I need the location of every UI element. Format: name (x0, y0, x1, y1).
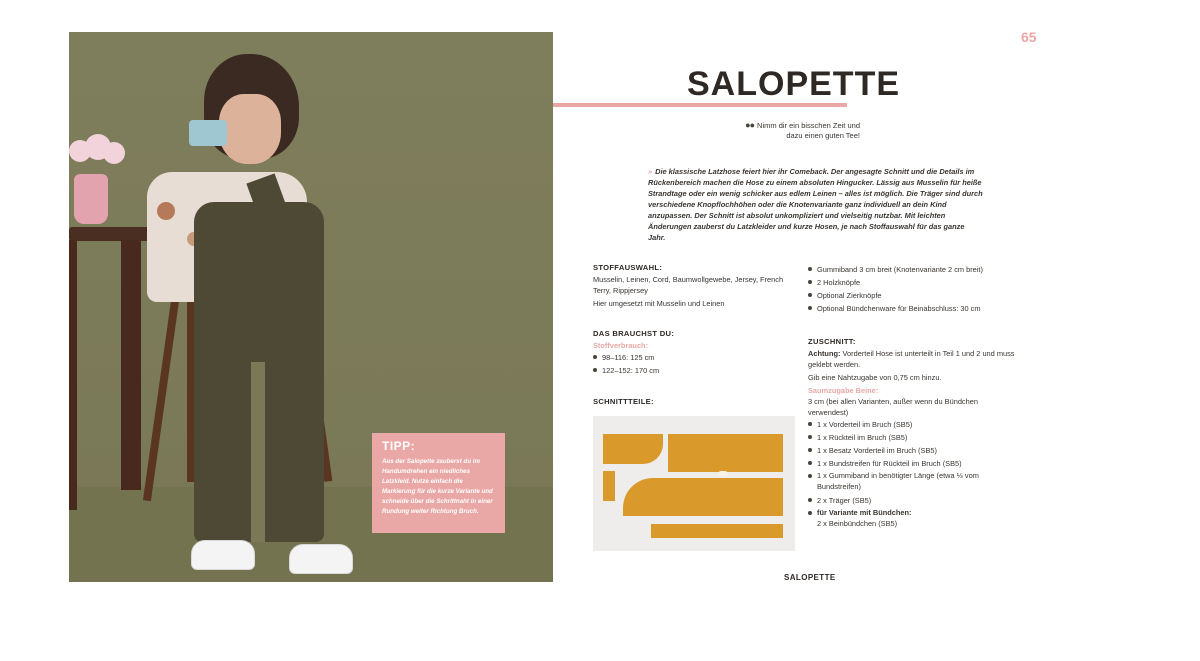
toy-camera (189, 120, 227, 146)
intro-paragraph (648, 166, 983, 243)
materials-list (808, 263, 1018, 315)
stoffverbrauch-list (593, 351, 793, 377)
stoffverbrauch-label: Stoffverbrauch: (593, 341, 649, 350)
variant-text: 2 x Beinbündchen (SB5) (817, 519, 898, 528)
achtung-note (808, 348, 1018, 370)
leg-gap (251, 362, 265, 542)
list-item: 1 x Bundstreifen für Rückteil im Bruch (SB5) (808, 457, 1018, 470)
subtitle (730, 120, 860, 141)
stoffauswahl-text: Musselin, Leinen, Cord, Baumwollgewebe, Jersey, French Terry, Rippjersey (593, 275, 784, 295)
shoe (191, 540, 255, 570)
stoffauswahl-heading: STOFFAUSWAHL: (593, 263, 663, 272)
vase (74, 174, 108, 224)
list-item: 1 x Gummiband in benötigter Länge (etwa ⅓ vom Bundstreifen) (808, 470, 1018, 492)
list-item: 122–152: 170 cm (593, 364, 793, 377)
achtung-text: Vorderteil Hose ist unterteilt in Teil 1 und 2 und muss geklebt werden. (808, 349, 1015, 369)
list-item: 98–116: 125 cm (593, 351, 793, 364)
page-title: SALOPETTE (687, 65, 901, 103)
page-number: 65 (1021, 29, 1037, 45)
title-rule (553, 103, 847, 107)
subtitle-text: Nimm dir ein bisschen Zeit und dazu einen guten Tee! (757, 121, 860, 140)
list-item: Optional Bündchenware für Beinabschluss: 30 cm (808, 302, 1018, 315)
pattern-pieces-photo (593, 416, 795, 551)
table-leg (121, 240, 141, 490)
quote-icon: » (648, 167, 653, 176)
schnittteile-heading: SCHNITTTEILE: (593, 397, 654, 406)
zuschnitt-list (808, 418, 1018, 529)
list-item: 1 x Rückteil im Bruch (SB5) (808, 431, 1018, 444)
list-item: 2 x Träger (SB5) (808, 494, 1018, 507)
shoe (289, 544, 353, 574)
right-column (808, 263, 1018, 529)
page-footer: SALOPETTE (784, 573, 836, 582)
naht-note: Gib eine Nahtzugabe von 0,75 cm hinzu. (808, 373, 942, 382)
list-item: 1 x Vorderteil im Bruch (SB5) (808, 418, 1018, 431)
brauchst-heading: DAS BRAUCHST DU: (593, 329, 675, 338)
list-item: 2 Holzknöpfe (808, 276, 1018, 289)
list-item: Gummiband 3 cm breit (Knotenvariante 2 cm breit) (808, 263, 1018, 276)
saum-label: Saumzugabe Beine: (808, 386, 879, 395)
stoffauswahl-note: Hier umgesetzt mit Musselin und Leinen (593, 299, 725, 308)
list-item: 1 x Besatz Vorderteil im Bruch (SB5) (808, 444, 1018, 457)
saum-text: 3 cm (bei allen Varianten, außer wenn du Bündchen verwendest) (808, 397, 978, 417)
left-column (593, 263, 793, 408)
list-item: Optional Zierknöpfe (808, 289, 1018, 302)
intro-text: Die klassische Latzhose feiert hier ihr Comeback. Der angesagte Schnitt und die Details im Rückenbereich machen die Hose zu einem absoluten Hingucker. Lässig aus Musselin für heiße Strandtage oder ein wenig schicker aus edlem Leinen – alles ist möglich. Die Träger sind durch verschiedene Knopflochhöhen oder die Knotenvariante ganz individuell an dein Kind anzupassen. Der Schnitt ist absolut unkompliziert und vielseitig nutzbar. Mit leichten Änderungen zauberst du Latzkleider und kurze Hosen, je nach Stoffauswahl für das ganze Jahr. (648, 167, 983, 242)
zuschnitt-heading: ZUSCHNITT: (808, 337, 856, 346)
achtung-label: Achtung: (808, 349, 841, 358)
tip-title: TIPP: (382, 439, 416, 453)
flower (103, 142, 125, 164)
dots-icon: ●● (745, 120, 755, 130)
child-face (219, 94, 281, 164)
list-item (808, 507, 1018, 529)
tip-box (372, 433, 505, 533)
tip-text: Aus der Salopette zauberst du im Handumdrehen ein niedliches Latzkleid. Nutze einfach die Markierung für die kurze Variante und schneide über die Schrittnaht in einer Rundung weiter Richtung Bruch. (382, 458, 493, 515)
table-leg (69, 240, 77, 510)
variant-label: für Variante mit Bündchen: (817, 508, 912, 517)
